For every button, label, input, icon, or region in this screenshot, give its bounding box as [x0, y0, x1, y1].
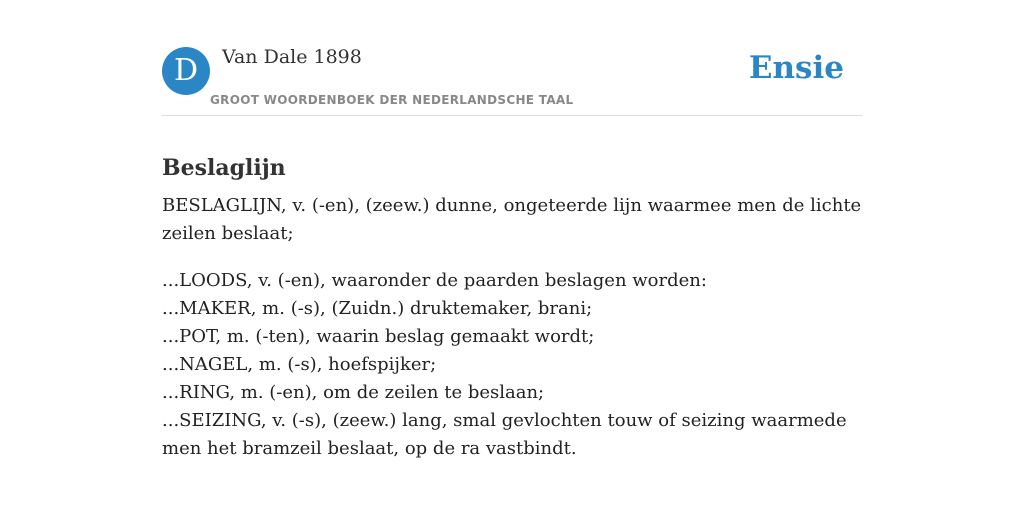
- sub-entry: ...SEIZING, v. (-s), (zeew.) lang, smal gevlochten touw of seizing waarmede men het bramzeil beslaat, op de ra vastbindt.: [162, 410, 847, 459]
- ensie-logo[interactable]: Ensie: [748, 50, 844, 86]
- header: [162, 0, 862, 116]
- sub-entry: ...RING, m. (-en), om de zeilen te beslaan;: [162, 382, 545, 403]
- source-title[interactable]: Van Dale 1898: [222, 46, 362, 68]
- source-subtitle: GROOT WOORDENBOEK DER NEDERLANDSCHE TAAL: [210, 93, 574, 107]
- sub-entries: [162, 267, 862, 463]
- main-definition: BESLAGLIJN, v. (-en), (zeew.) dunne, ongeteerde lijn waarmee men de lichte zeilen beslaat;: [162, 195, 862, 244]
- page: [162, 0, 862, 512]
- sub-entry: ...MAKER, m. (-s), (Zuidn.) druktemaker, brani;: [162, 298, 593, 319]
- sub-entry: ...NAGEL, m. (-s), hoefspijker;: [162, 354, 437, 375]
- sub-entry: ...POT, m. (-ten), waarin beslag gemaakt wordt;: [162, 326, 595, 347]
- sub-entry: ...LOODS, v. (-en), waaronder de paarden beslagen worden:: [162, 270, 707, 291]
- entry-title: Beslaglijn: [162, 154, 286, 181]
- definition: [162, 192, 862, 482]
- source-logo[interactable]: D: [162, 47, 210, 95]
